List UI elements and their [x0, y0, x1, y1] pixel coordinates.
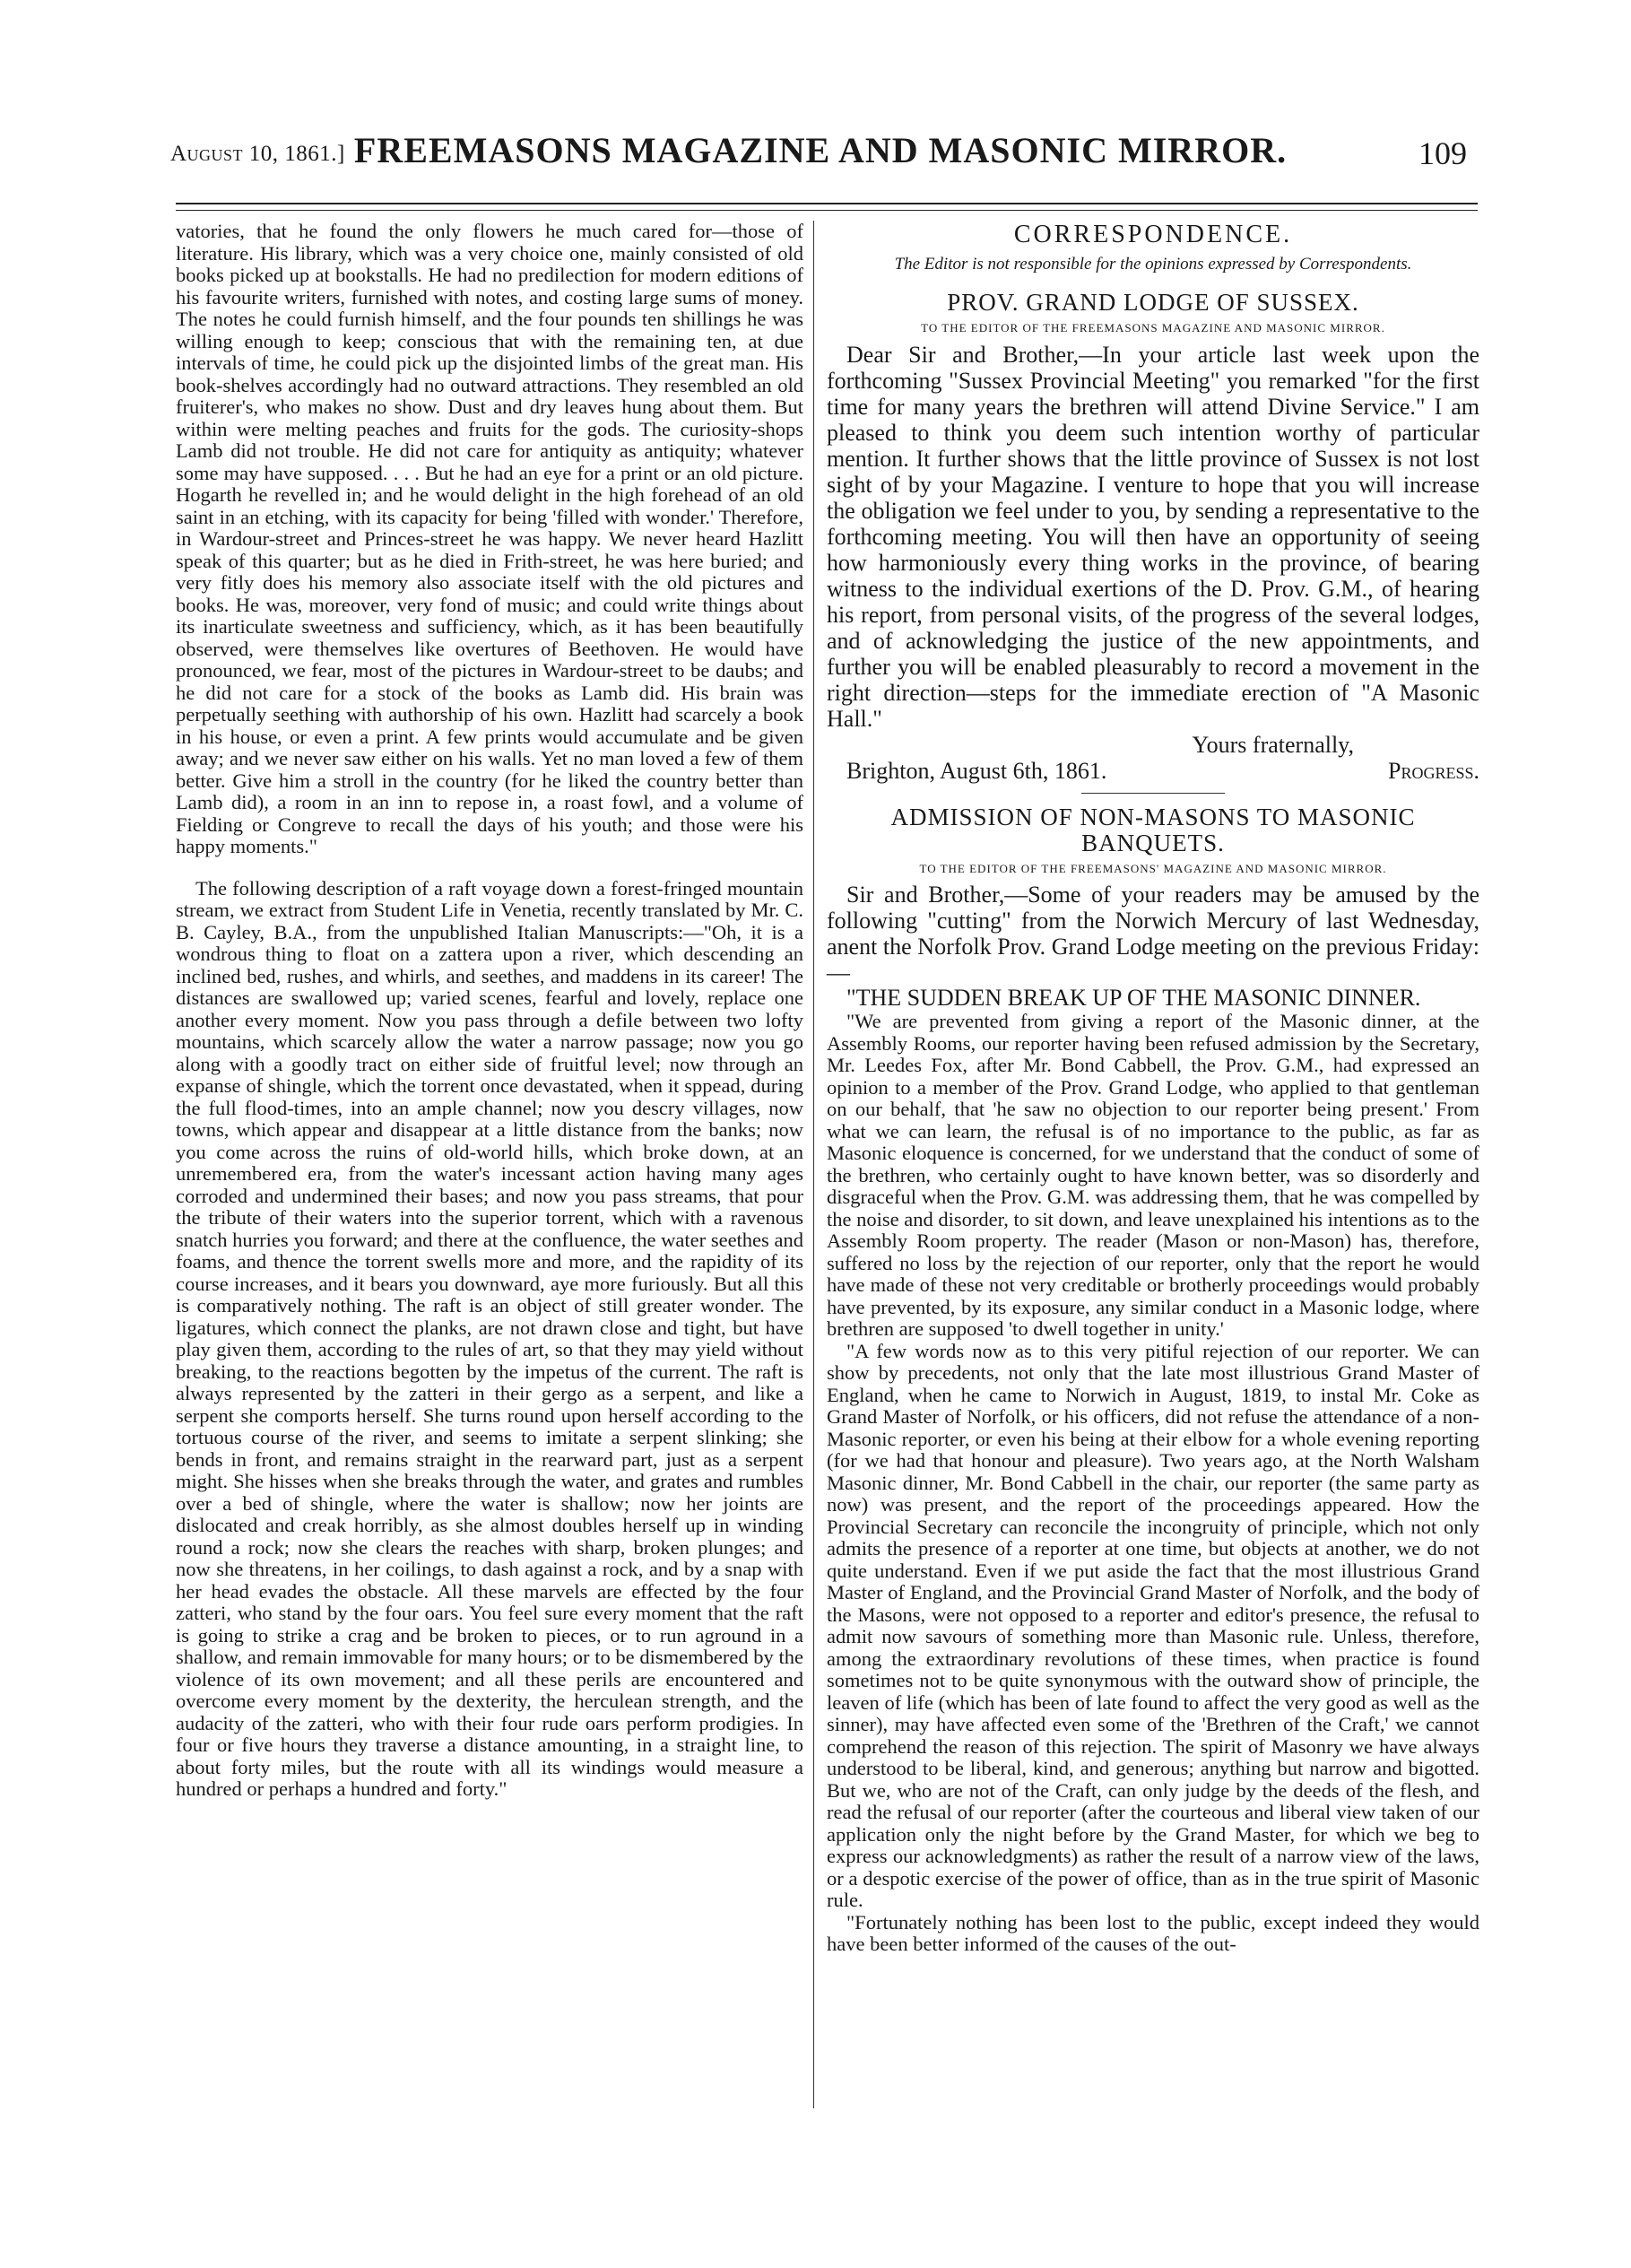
page-number: 109	[1418, 135, 1467, 171]
column-divider	[813, 221, 814, 2108]
right-column	[827, 221, 1479, 1956]
letter-sussex-place-date: Brighton, August 6th, 1861.	[846, 757, 1107, 784]
page-header	[161, 126, 1479, 179]
editor-disclaimer: The Editor is not responsible for the opinions expressed by Correspondents.	[894, 254, 1412, 274]
publication-title: FREEMASONS MAGAZINE AND MASONIC MIRROR.	[353, 130, 1288, 170]
letter-sussex-signature-row	[827, 758, 1479, 784]
lamb-hazlitt-paragraph: vatories, that he found the only flowers he much cared for—those of literature. His library, which was a very choice one, mainly consisted of old books picked up at bookstalls. He had no predilection for modern editions of his favourite writers, furnished with notes, and costing large sums of money. The notes he could furnish himself, and the four pounds ten shillings he was willing enough to keep; conscious that with the remaining ten, at due intervals of time, he could pick up the disjointed limbs of the great man. His book-shelves accordingly had no outward attractions. They resembled an old fruiterer's, who makes no show. Dust and dry leaves hung about them. But within were melting peaches and fruits for the gods. The curiosity-shops Lamb did not trouble. He did not care for antiquity as antiquity; whatever some may have supposed. . . . But he had an eye for a print or an old picture. Hogarth he revelled in; and he would delight in the high forehead of an old saint in an etching, with its capacity for being 'filled with wonder.' Therefore, in Wardour-street and Princes-street he was happy. We never heard Hazlitt speak of this quarter; but as he died in Frith-street, he was here buried; and very fitly does his memory also associate itself with the old pictures and books. He was, moreover, very fond of music; and could write things about its inarticulate sweetness and sufficiency, which, as it has been beautifully observed, were themselves like overtures of Beethoven. He would have pronounced, we fear, most of the pictures in Wardour-street to be daubs; and he did not care for a stock of the books as Lamb did. His brain was perpetually seething with authorship of his own. Hazlitt had scarcely a book in his house, or even a print. A few prints would accumulate and be given away; and we never saw either on his walls. Yet no man loved a few of them better. Give him a stroll in the country (for he liked the country better than Lamb did), a room in an inn to repose in, a roast fowl, and a volume of Fielding or Congreve to recall the days of his youth; and those were his happy moments."	[176, 220, 803, 857]
letter-separator-rule	[1081, 793, 1225, 794]
letter-banquets-paragraph: "A few words now as to this very pitiful rejection of our reporter. We can show by precedents, not only that the late most illustrious Grand Master of England, when he came to Norwich in August, 1819, to instal Mr. Coke as Grand Master of Norfolk, or his officers, did not refuse the attendance of a non-Masonic reporter, or even his being at their elbow for a whole evening reporting (for we had that honour and pleasure). Two years ago, at the North Walsham Masonic dinner, Mr. Bond Cabbell in the chair, our reporter (the same party as now) was present, and the report of the proceedings appeared. How the Provincial Secretary can reconcile the incongruity of principle, which not only admits the presence of a reporter at one time, but objects at another, we do not quite understand. Even if we put aside the fact that the most illustrious Grand Master of England, and the Provincial Grand Master of Norfolk, and the body of the Masons, were not opposed to a reporter and editor's presence, the refusal to admit now savours of something more than Masonic rule. Unless, therefore, among the extraordinary revolutions of these times, when practice is found sometimes not to be quite synonymous with the outward show of principle, the leaven of life (which has been of late found to affect the very good as well as the sinner), may have affected even some of the 'Brethren of the Craft,' we cannot comprehend the reason of this rejection. The spirit of Masonry we have always understood to be liberal, kind, and generous; anything but narrow and bigotted. But we, who are not of the Craft, can only judge by the deeds of the flesh, and read the refusal of our reporter (after the courteous and liberal view taken of our application only the night before by the Grand Master, for which we beg to express our acknowledgments) as rather the result of a narrow view of the laws, or a despotic exercise of the power of office, than as in the true spirit of Masonic rule.	[827, 1339, 1479, 1911]
header-rule-thin	[176, 210, 1478, 211]
raft-voyage-paragraph: The following description of a raft voyage down a forest-fringed mountain stream, we extract from Student Life in Venetia, recently translated by Mr. C. B. Cayley, B.A., from the unpublished Italian Manuscripts:—"Oh, it is a wondrous thing to float on a zattera upon a river, which descending an inclined bed, rushes, and whirls, and seethes, and maddens in its career! The distances are swallowed up; varied scenes, fearful and lovely, replace one another every moment. Now you pass through a defile between two lofty mountains, which scarcely allow the water a narrow passage; now you go along with a goodly tract on either side of fruitful level; now through an expanse of shingle, which the torrent once devastated, when it sppead, during the full flood-times, into an ample channel; now you descry villages, now towns, which appear and disappear at a little distance from the banks; now you come across the ruins of old-world hills, which broke down, at an unremembered era, from the water's incessant action having many ages corroded and undermined their bases; and now you pass streams, that pour the tribute of their waters into the superior torrent, which with a ravenous snatch hurries you forward; and there at the confluence, the water seethes and foams, and thence the torrent swells more and more, and the rapidity of its course increases, and it bears you downward, aye more furiously. But all this is comparatively nothing. The raft is an object of still greater wonder. The ligatures, which connect the planks, are not drawn close and tight, but have play given them, according to the rules of art, so that they may yield without breaking, to the reactions begotten by the impetus of the current. The raft is always represented by the zatteri in their gergo as a serpent, and like a serpent she comports herself. She turns round upon herself according to the tortuous course of the river, and seems to imitate a serpent slinking; she bends in front, and remains straight in the rearward part, just as a serpent might. She hisses when she breaks through the water, and grates and rumbles over a bed of shingle, where the water is shallow; now her joints are dislocated and creak horribly, as she almost doubles herself up in winding round a rock; now she clears the reaches with sharp, broken plunges; and now she threatens, in her coilings, to dash against a rock, and by a snap with her head evades the obstacle. All these marvels are effected by the four zatteri, who stand by the four oars. You feel sure every moment that the raft is going to strike a crag and be broken to pieces, or to run aground in a shallow, and remain immovable for many hours; or to be dismembered by the violence of its own movement; and all these perils are encountered and overcome every moment by the dexterity, the herculean strength, and the audacity of the zatteri, who with their four rude oars perform prodigies. In four or five hours they traverse a distance amounting, in a straight line, to about forty miles, but the route with all its windings would measure a hundred or perhaps a hundred and forty."	[176, 876, 803, 1800]
section-heading: CORRESPONDENCE.	[1013, 221, 1293, 248]
letter-sussex-title: PROV. GRAND LODGE OF SUSSEX.	[947, 289, 1359, 316]
letter-banquets-subhead: "THE SUDDEN BREAK UP OF THE MASONIC DINNER.	[846, 985, 1421, 1011]
letter-sussex-closing-row	[827, 732, 1479, 758]
letter-sussex-signature: Progress.	[1388, 757, 1479, 784]
issue-date: August 10, 1861.]	[170, 142, 345, 166]
letter-banquets-paragraph: "Fortunately nothing has been lost to the public, except indeed they would have been better informed of the causes of the out-	[827, 1910, 1479, 1955]
header-rule-thick	[176, 203, 1478, 204]
letter-banquets-intro: Sir and Brother,—Some of your readers may be amused by the following "cutting" from the Norwich Mercury of last Wednesday, anent the Norfolk Prov. Grand Lodge meeting on the previous Friday:—	[827, 882, 1479, 986]
letter-banquets-addressee: TO THE EDITOR OF THE FREEMASONS' MAGAZINE AND MASONIC MIRROR.	[919, 861, 1387, 875]
letter-sussex-closing: Yours fraternally,	[1192, 731, 1354, 758]
letter-banquets-paragraph: "We are prevented from giving a report of the Masonic dinner, at the Assembly Rooms, our reporter having been refused admission by the Secretary, Mr. Leedes Fox, after Mr. Bond Cabbell, the Prov. G.M., had expressed an opinion to a member of the Prov. Grand Lodge, who applied to that gentleman on our behalf, that 'he saw no objection to our reporter being present.' From what we can learn, the refusal is of no importance to the public, as far as Masonic eloquence is concerned, for we understand that the conduct of some of the brethren, who certainly ought to have known better, was so disorderly and disgraceful when the Prov. G.M. was addressing them, that he was compelled by the noise and disorder, to sit down, and leave unexplained his intentions as to the Assembly Room property. The reader (Mason or non-Mason) has, therefore, suffered no loss by the rejection of our reporter, only that the report he would have made of these not very creditable or brotherly proceedings would probably have prevented, by its exposure, any similar conduct in a Masonic lodge, where brethren are supposed 'to dwell together in unity.'	[827, 1010, 1479, 1340]
left-column	[176, 221, 803, 1801]
letter-sussex-body: Dear Sir and Brother,—In your article last week upon the forthcoming "Sussex Provincial Meeting" you remarked "for the first time for many years the brethren will attend Divine Service." I am pleased to think you deem such intention worthy of particular mention. It further shows that the little province of Sussex is not lost sight of by your Magazine. I venture to hope that you will increase the obligation we feel under to you, by sending a representative to the forthcoming meeting. You will then have an opportunity of seeing how harmoniously every thing works in the province, of bearing witness to the individual exertions of the D. Prov. G.M., of hearing his report, from personal visits, of the progress of the several lodges, and of acknowledging the justice of the new appointments, and further you will be enabled pleasurably to record a movement in the right direction—steps for the immediate erection of "A Masonic Hall."	[827, 341, 1479, 732]
letter-sussex-addressee: TO THE EDITOR OF THE FREEMASONS MAGAZINE AND MASONIC MIRROR.	[921, 321, 1385, 335]
letter-banquets-title: ADMISSION OF NON-MASONS TO MASONIC BANQUETS.	[890, 803, 1416, 856]
